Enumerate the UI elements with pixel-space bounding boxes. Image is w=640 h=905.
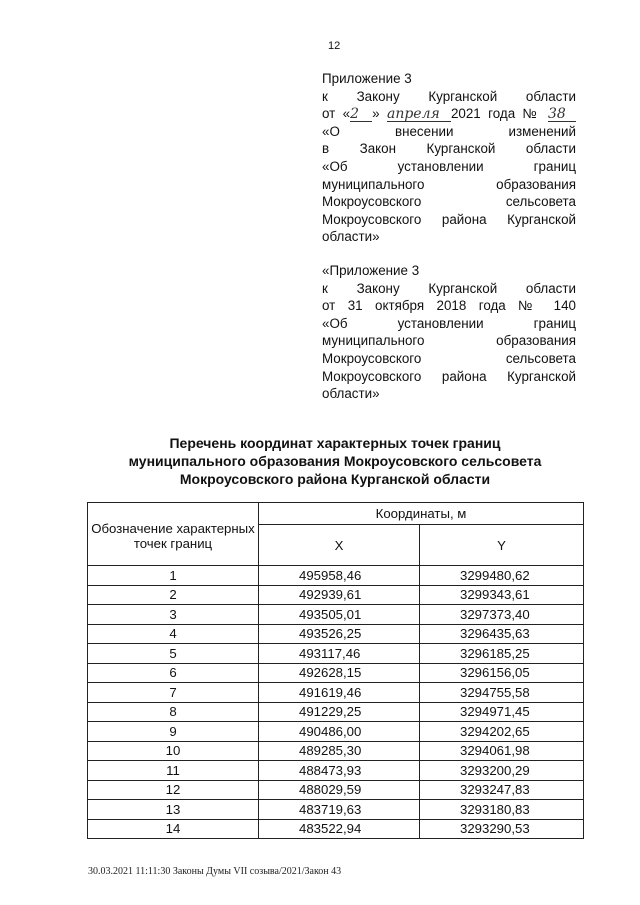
- date-suffix: 2021 года №: [450, 106, 541, 122]
- header-x: X: [259, 525, 420, 566]
- annex-current-line: Мокроусовского сельсовета: [322, 194, 576, 210]
- table-row: [88, 780, 584, 800]
- y-coordinate-cell: 3296435,63: [420, 624, 584, 644]
- table-row: [88, 741, 584, 761]
- point-number-cell: 4: [88, 624, 259, 644]
- annex-current-line: муниципального образования: [322, 176, 576, 192]
- table-row: [88, 624, 584, 644]
- y-coordinate-cell: 3299343,61: [420, 585, 584, 605]
- point-number-cell: 5: [88, 644, 259, 664]
- y-coordinate-cell: 3293180,83: [420, 800, 584, 820]
- table-row: [88, 663, 584, 683]
- x-coordinate-cell: 489285,30: [259, 741, 420, 761]
- x-coordinate-cell: 492939,61: [259, 585, 420, 605]
- x-coordinate-cell: 491229,25: [259, 702, 420, 722]
- point-number-cell: 1: [88, 566, 259, 586]
- y-coordinate-cell: 3296156,05: [420, 663, 584, 683]
- annex-original-body: [322, 280, 576, 403]
- table-row: [88, 819, 584, 839]
- y-coordinate-cell: 3294971,45: [420, 702, 584, 722]
- table-row: [88, 566, 584, 586]
- y-coordinate-cell: 3293247,83: [420, 780, 584, 800]
- x-coordinate-cell: 495958,46: [259, 566, 420, 586]
- x-coordinate-cell: 493117,46: [259, 644, 420, 664]
- x-coordinate-cell: 483719,63: [259, 800, 420, 820]
- handwritten-day: 2: [350, 107, 372, 122]
- y-coordinate-cell: 3294061,98: [420, 741, 584, 761]
- annex-current-line: «О внесении изменений: [322, 123, 576, 139]
- header-y: Y: [420, 525, 584, 566]
- y-coordinate-cell: 3294755,58: [420, 683, 584, 703]
- table-row: [88, 683, 584, 703]
- annex-original-line: «Об установлении границ: [322, 315, 576, 331]
- annex-current: [322, 70, 576, 246]
- annex-current-line: «Об установлении границ: [322, 158, 576, 174]
- annex-current-title: Приложение 3: [322, 71, 412, 86]
- y-coordinate-cell: 3294202,65: [420, 722, 584, 742]
- point-number-cell: 11: [88, 761, 259, 781]
- y-coordinate-cell: 3297373,40: [420, 605, 584, 625]
- footer-stamp: 30.03.2021 11:11:30 Законы Думы VII созыва/2021/Закон 43: [88, 866, 342, 877]
- annex-original-line: Мокроусовского района Курганской: [322, 368, 576, 384]
- point-number-cell: 8: [88, 702, 259, 722]
- page-number: 12: [328, 40, 341, 52]
- header-coordinates: Координаты, м: [259, 503, 584, 525]
- point-number-cell: 13: [88, 800, 259, 820]
- y-coordinate-cell: 3293290,53: [420, 819, 584, 839]
- table-row: [88, 702, 584, 722]
- annex-current-line: Мокроусовского района Курганской: [322, 211, 576, 227]
- table-row: [88, 585, 584, 605]
- title-line: Мокроусовского района Курганской области: [179, 471, 491, 487]
- table-row: [88, 605, 584, 625]
- handwritten-month: апреля: [387, 107, 451, 122]
- annex-current-line: в Закон Курганской области: [322, 141, 576, 157]
- annex-original-line: муниципального образования: [322, 333, 576, 349]
- table-row: [88, 800, 584, 820]
- point-number-cell: 6: [88, 663, 259, 683]
- x-coordinate-cell: 490486,00: [259, 722, 420, 742]
- annex-original-title: «Приложение 3: [322, 263, 420, 278]
- y-coordinate-cell: 3296185,25: [420, 644, 584, 664]
- table-row: [88, 644, 584, 664]
- point-number-cell: 9: [88, 722, 259, 742]
- x-coordinate-cell: 493505,01: [259, 605, 420, 625]
- point-number-cell: 12: [88, 780, 259, 800]
- annex-original-line: от 31 октября 2018 года № 140: [322, 298, 576, 314]
- table-row: [88, 761, 584, 781]
- title-line: муниципального образования Мокроусовского сельсовета: [128, 453, 542, 469]
- coordinates-table: [87, 502, 584, 839]
- point-number-cell: 10: [88, 741, 259, 761]
- point-number-cell: 2: [88, 585, 259, 605]
- y-coordinate-cell: 3299480,62: [420, 566, 584, 586]
- date-prefix: от «: [322, 106, 351, 122]
- x-coordinate-cell: 492628,15: [259, 663, 420, 683]
- x-coordinate-cell: 493526,25: [259, 624, 420, 644]
- x-coordinate-cell: 483522,94: [259, 819, 420, 839]
- annex-current-body: [322, 123, 576, 246]
- annex-original-line: области»: [322, 386, 380, 402]
- annex-current-date-line: [322, 105, 576, 123]
- y-coordinate-cell: 3293200,29: [420, 761, 584, 781]
- header-point-label: Обозначение характерных точек границ: [88, 503, 259, 566]
- x-coordinate-cell: 488029,59: [259, 780, 420, 800]
- point-number-cell: 14: [88, 819, 259, 839]
- annex-current-to-law: к Закону Курганской области: [322, 88, 576, 104]
- document-title: [80, 434, 590, 488]
- x-coordinate-cell: 488473,93: [259, 761, 420, 781]
- table-row: [88, 722, 584, 742]
- title-line: Перечень координат характерных точек границ: [169, 435, 501, 451]
- date-mid: »: [372, 106, 380, 122]
- annex-original-line: к Закону Курганской области: [322, 280, 576, 296]
- coordinates-body: [88, 566, 584, 839]
- x-coordinate-cell: 491619,46: [259, 683, 420, 703]
- point-number-cell: 3: [88, 605, 259, 625]
- annex-current-line: области»: [322, 229, 380, 245]
- handwritten-law-number: 38: [548, 107, 576, 122]
- point-number-cell: 7: [88, 683, 259, 703]
- annex-original-line: Мокроусовского сельсовета: [322, 350, 576, 366]
- annex-original: [322, 262, 576, 403]
